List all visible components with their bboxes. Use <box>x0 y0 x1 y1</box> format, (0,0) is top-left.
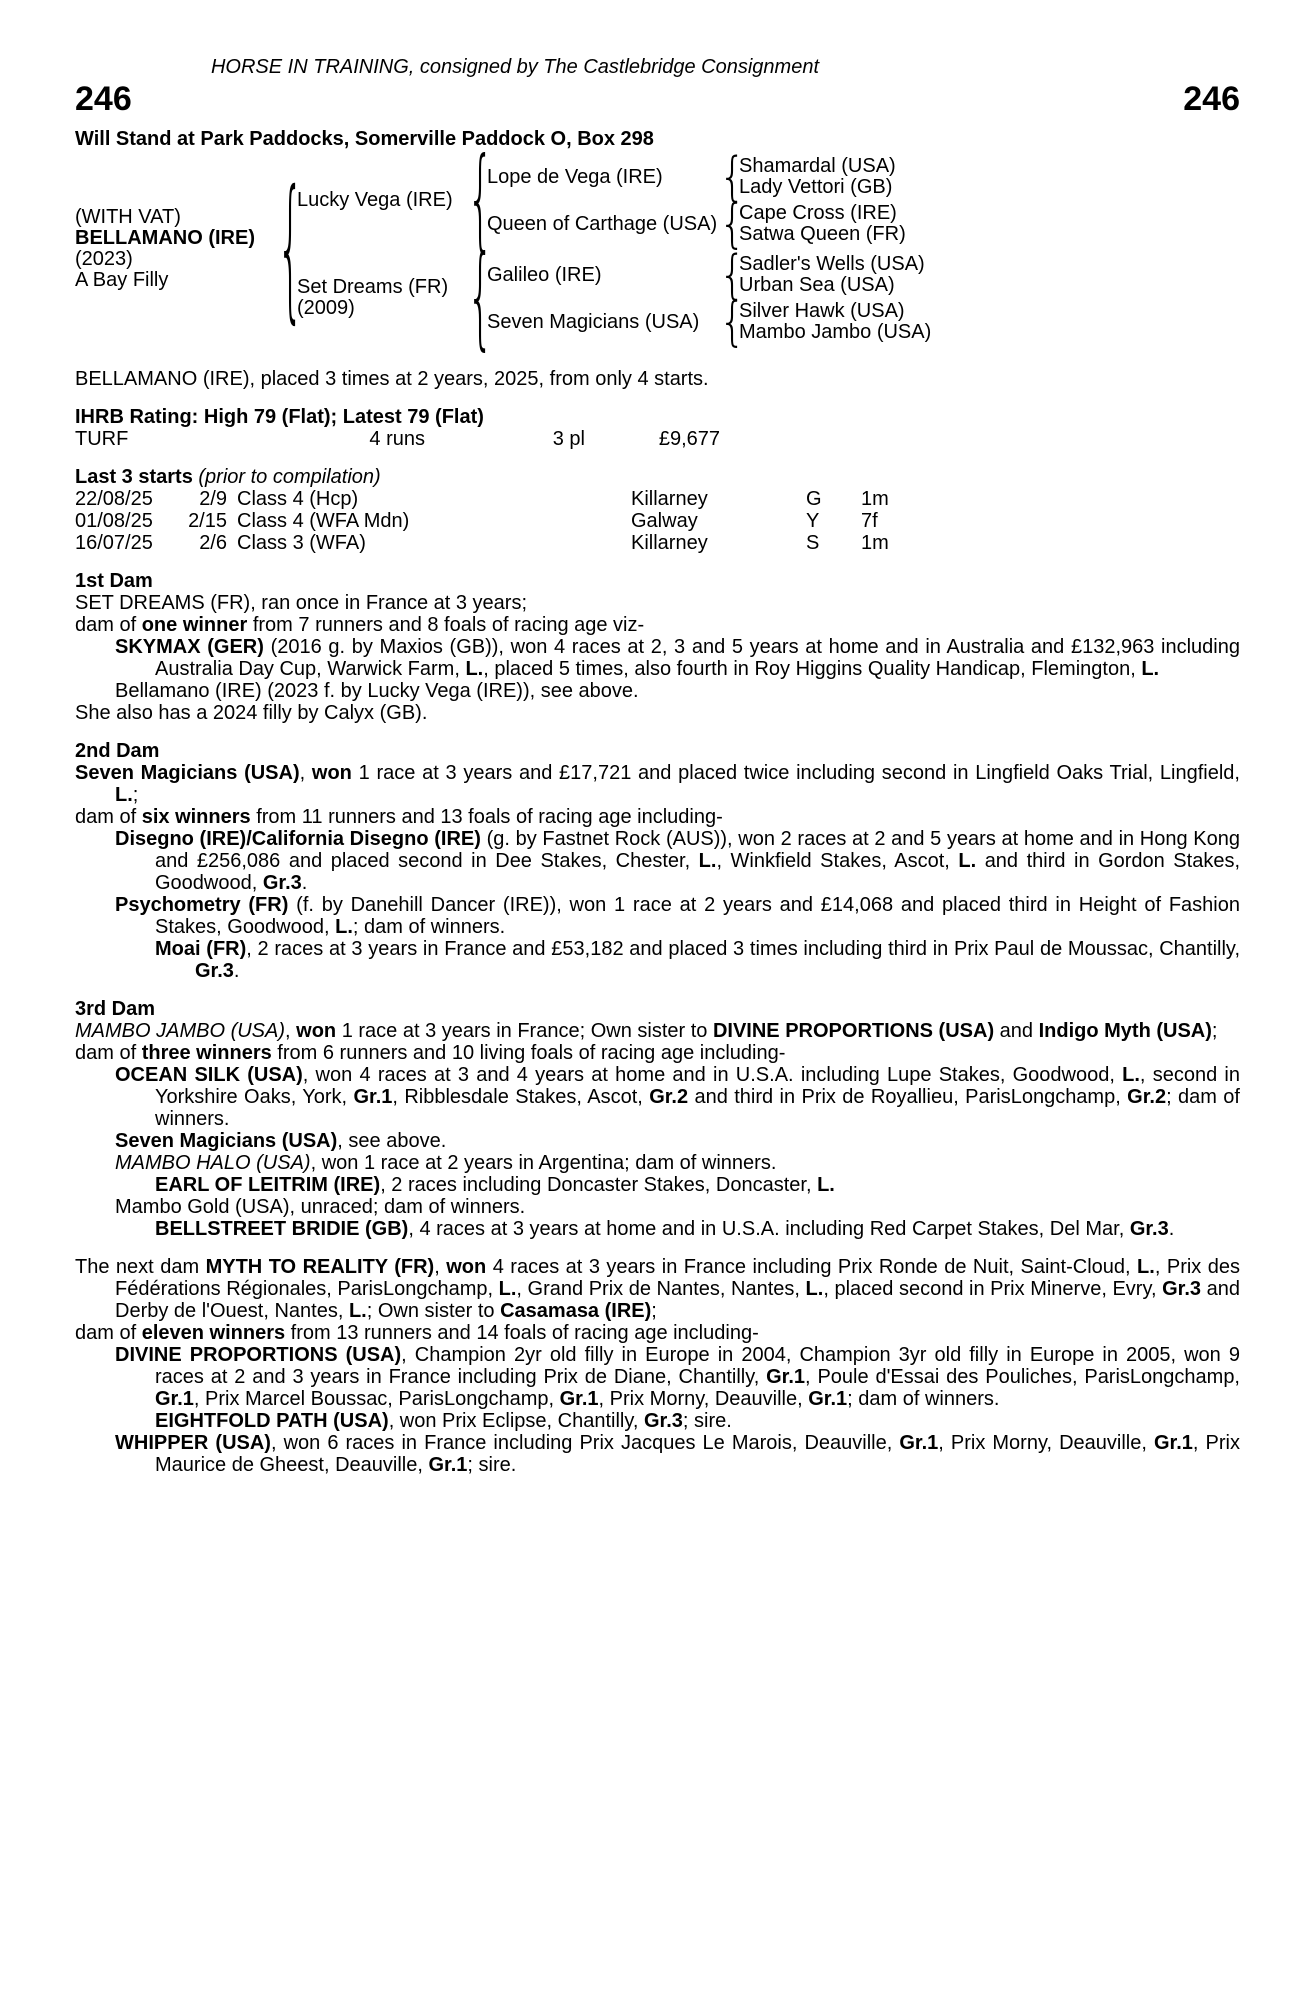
text-segment: , won 1 race at 2 years in Argentina; dam of winners. <box>310 1152 777 1174</box>
text-segment: three winners <box>141 1042 272 1064</box>
pedigree-paragraph <box>75 1322 1240 1344</box>
text-segment: OCEAN SILK (USA) <box>115 1064 303 1086</box>
text-segment: Bellamano (IRE) (2023 f. by Lucky Vega (IRE)), see above. <box>115 680 639 702</box>
text-segment: Psychometry (FR) <box>115 894 289 916</box>
gen3-name: Sadler's Wells (USA) <box>739 253 925 275</box>
pedigree-paragraph <box>115 894 1240 938</box>
text-segment: six winners <box>141 806 251 828</box>
lot-number-right: 246 <box>1183 80 1240 118</box>
section-heading: 3rd Dam <box>75 998 156 1020</box>
text-segment: L. <box>348 1300 367 1322</box>
gen2-brace-icon: { <box>719 145 746 207</box>
text-segment: , Poule d'Essai des Pouliches, ParisLongchamp, <box>805 1366 1240 1388</box>
stand-location-line: Will Stand at Park Paddocks, Somerville Paddock O, Box 298 <box>75 128 654 150</box>
text-segment: , <box>285 1020 297 1042</box>
text-segment: ; dam of winners. <box>847 1388 1000 1410</box>
text-segment: MYTH TO REALITY (FR) <box>205 1256 435 1278</box>
pedigree-paragraph <box>75 806 1240 828</box>
gen2-name: Galileo (IRE) <box>487 263 602 286</box>
text-segment: Gr.1 <box>428 1454 468 1476</box>
pedigree-paragraph <box>155 1410 1240 1432</box>
race-row <box>75 532 1240 554</box>
text-segment: ; <box>132 784 139 806</box>
text-segment: ; sire. <box>682 1410 732 1432</box>
text-segment: L. <box>1141 658 1160 680</box>
text-segment: (g. by Fastnet Rock (AUS)), won 2 races at 2 and 5 years at home and in Hong Kong and £256,086 and placed second in Dee Stakes, Chester, <box>155 828 1240 872</box>
text-segment: Disegno (IRE)/California Disegno (IRE) <box>115 828 481 850</box>
dam-name: Set Dreams (FR) <box>297 276 449 298</box>
text-segment: , second in Yorkshire Oaks, York, <box>155 1064 1240 1108</box>
race-pos: 2/15 <box>188 510 227 532</box>
text-segment: DIVINE PROPORTIONS (USA) <box>712 1020 995 1042</box>
text-segment: DIVINE PROPORTIONS (USA) <box>115 1344 402 1366</box>
race-dist: 1m <box>861 488 889 510</box>
horse-description: A Bay Filly <box>75 269 169 291</box>
text-segment: Moai (FR) <box>155 938 247 960</box>
race-course: Galway <box>631 510 698 532</box>
text-segment: MAMBO HALO (USA) <box>115 1152 311 1174</box>
text-segment: , see above. <box>337 1130 447 1152</box>
pedigree-paragraph <box>75 1020 1240 1042</box>
text-segment: , won 4 races at 3 and 4 years at home and in U.S.A. including Lupe Stakes, Goodwood, <box>302 1064 1123 1086</box>
gen3-name: Satwa Queen (FR) <box>739 223 906 245</box>
text-segment: , 2 races at 3 years in France and £53,182 and placed 3 times including third in Prix Paul de Moussac, Chantilly, <box>246 938 1240 960</box>
text-segment: . <box>1168 1218 1175 1240</box>
text-segment: from 6 runners and 10 living foals of racing age including- <box>271 1042 786 1064</box>
race-course: Killarney <box>631 532 708 554</box>
text-segment: dam of <box>75 614 142 636</box>
gen2-brace-icon: { <box>719 192 746 254</box>
text-segment: , won Prix Eclipse, Chantilly, <box>388 1410 644 1432</box>
last3-heading <box>75 466 1240 488</box>
text-segment: , Champion 2yr old filly in Europe in 2004, Champion 3yr old filly in Europe in 2005, won 9 races at 2 and 3 years in France including Prix de Diane, Chantilly, <box>155 1344 1240 1388</box>
dam-section <box>75 998 1240 1240</box>
gen2-branch <box>487 290 932 352</box>
text-segment: . <box>301 872 308 894</box>
text-segment: , placed 5 times, also fourth in Roy Higgins Quality Handicap, Flemington, <box>483 658 1142 680</box>
text-segment: Gr.3 <box>643 1410 683 1432</box>
section-heading: 1st Dam <box>75 570 153 592</box>
text-segment: and Derby de l'Ouest, Nantes, <box>115 1278 1240 1322</box>
consignor-line: HORSE IN TRAINING, consigned by The Castlebridge Consignment <box>210 56 820 78</box>
text-segment: Casamasa (IRE) <box>500 1300 652 1322</box>
gen2-branch <box>487 192 906 254</box>
text-segment: Gr.3 <box>1162 1278 1202 1300</box>
text-segment: 1 race at 3 years in France; Own sister to <box>336 1020 713 1042</box>
text-segment: ; <box>651 1300 657 1322</box>
pedigree-paragraph <box>115 1130 1240 1152</box>
text-segment: L. <box>817 1174 835 1196</box>
pedigree-paragraph <box>75 702 1240 724</box>
text-segment: L. <box>805 1278 824 1300</box>
text-segment: , Winkfield Stakes, Ascot, <box>716 850 959 872</box>
text-segment: , 4 races at 3 years at home and in U.S.A. including Red Carpet Stakes, Del Mar, <box>408 1218 1130 1240</box>
text-segment: , Prix Maurice de Gheest, Deauville, <box>155 1432 1240 1476</box>
pedigree-paragraph <box>155 938 1240 982</box>
text-segment: ; sire. <box>467 1454 517 1476</box>
pedigree-paragraph <box>115 1196 1240 1218</box>
gen2-branch <box>487 243 931 305</box>
text-segment: , Prix Morny, Deauville, <box>598 1388 809 1410</box>
pedigree-paragraph <box>115 1152 1240 1174</box>
placed-count: 3 pl <box>552 428 585 450</box>
dam-section <box>75 570 1240 724</box>
last3-note: (prior to compilation) <box>198 466 381 488</box>
text-segment: and third in Gordon Stakes, Goodwood, <box>155 850 1241 894</box>
text-segment: BELLSTREET BRIDIE (GB) <box>155 1218 409 1240</box>
pedigree-paragraph <box>115 1432 1240 1476</box>
pedigree-paragraph <box>115 680 1240 702</box>
text-segment: from 7 runners and 8 foals of racing age viz- <box>247 614 645 636</box>
race-going: Y <box>806 510 820 532</box>
text-segment: , <box>434 1256 447 1278</box>
rating-line: IHRB Rating: High 79 (Flat); Latest 79 (Flat) <box>75 406 484 428</box>
text-segment: and <box>994 1020 1039 1042</box>
pedigree-paragraph <box>75 592 1240 614</box>
race-row <box>75 488 1240 510</box>
text-segment: Indigo Myth (USA) <box>1038 1020 1212 1042</box>
race-cls: Class 4 (WFA Mdn) <box>237 510 410 532</box>
text-segment: and third in Prix de Royallieu, ParisLongchamp, <box>688 1086 1128 1108</box>
pedigree-paragraph <box>155 1174 1240 1196</box>
text-segment: Seven Magicians (USA) <box>75 762 300 784</box>
text-segment: Gr.1 <box>899 1432 939 1454</box>
race-summary: BELLAMANO (IRE), placed 3 times at 2 years, 2025, from only 4 starts. <box>75 368 709 390</box>
race-cls: Class 4 (Hcp) <box>237 488 359 510</box>
text-segment: dam of <box>75 1322 142 1344</box>
pedigree-paragraph <box>75 762 1240 806</box>
text-segment: , 2 races including Doncaster Stakes, Doncaster, <box>380 1174 818 1196</box>
text-segment: (f. by Danehill Dancer (IRE)), won 1 race at 2 years and £14,068 and placed third in Height of Fashion Stakes, Goodwood, <box>155 894 1240 938</box>
pedigree-paragraph <box>115 828 1240 894</box>
gen3-name: Shamardal (USA) <box>739 155 896 177</box>
text-segment: won <box>311 762 352 784</box>
text-segment: L. <box>1137 1256 1155 1278</box>
gen2-name: Queen of Carthage (USA) <box>487 212 718 235</box>
vat-note: (WITH VAT) <box>75 206 181 228</box>
gen3-name: Mambo Jambo (USA) <box>739 321 932 343</box>
text-segment: 1 race at 3 years and £17,721 and placed twice including second in Lingfield Oaks Trial, Lingfield, <box>351 762 1240 784</box>
text-segment: L. <box>498 1278 517 1300</box>
text-segment: Gr.1 <box>559 1388 599 1410</box>
surface-record-row <box>75 428 1240 450</box>
horse-identity <box>75 207 277 291</box>
dam-year: (2009) <box>297 297 355 319</box>
sire-name: Lucky Vega (IRE) <box>297 188 453 211</box>
text-segment: dam of <box>75 806 142 828</box>
race-date: 22/08/25 <box>75 488 153 510</box>
gen3-name: Urban Sea (USA) <box>739 274 895 296</box>
last3-rows <box>75 488 1240 554</box>
text-segment: She also has a 2024 filly by Calyx (GB). <box>75 702 428 724</box>
race-going: G <box>806 488 822 510</box>
earnings-amount: £9,677 <box>658 428 720 450</box>
gen2-brace-icon: { <box>719 290 746 352</box>
dam-sections <box>75 570 1240 1476</box>
horse-name: BELLAMANO (IRE) <box>75 227 255 249</box>
gen1-brace-icon: { <box>277 156 304 338</box>
text-segment: Gr.1 <box>1154 1432 1193 1454</box>
text-segment: Gr.1 <box>353 1086 393 1108</box>
lot-row <box>75 80 1240 118</box>
text-segment: The next dam <box>75 1256 206 1278</box>
text-segment: Seven Magicians (USA) <box>115 1130 338 1152</box>
race-date: 16/07/25 <box>75 532 153 554</box>
section-heading: 2nd Dam <box>75 740 160 762</box>
text-segment: Gr.2 <box>649 1086 689 1108</box>
runs-count: 4 runs <box>369 428 425 450</box>
text-segment: (2016 g. by Maxios (GB)), won 4 races at 2, 3 and 5 years at home and in Australia and £132,963 including Australia Day Cup, Warwick Farm, <box>155 636 1240 680</box>
text-segment: ; <box>1211 1020 1218 1042</box>
pedigree-paragraph <box>75 1042 1240 1064</box>
text-segment: WHIPPER (USA) <box>115 1432 271 1454</box>
pedigree-paragraph <box>115 1344 1240 1410</box>
text-segment: L. <box>465 658 484 680</box>
dam-section <box>75 740 1240 982</box>
text-segment: from 11 runners and 13 foals of racing age including- <box>250 806 723 828</box>
last3-title: Last 3 starts <box>75 466 199 488</box>
race-pos: 2/9 <box>199 488 227 510</box>
text-segment: ; Own sister to <box>366 1300 501 1322</box>
text-segment: Gr.3 <box>1129 1218 1169 1240</box>
text-segment: dam of <box>75 1042 142 1064</box>
text-segment: . <box>233 960 240 982</box>
foaling-year: (2023) <box>75 248 133 270</box>
text-segment: won <box>296 1020 337 1042</box>
race-going: S <box>806 532 820 554</box>
text-segment: won <box>446 1256 487 1278</box>
text-segment: one winner <box>141 614 248 636</box>
lot-number-left: 246 <box>75 80 132 118</box>
text-segment: , Prix des Fédérations Régionales, ParisLongchamp, <box>115 1256 1241 1300</box>
text-segment: EIGHTFOLD PATH (USA) <box>155 1410 389 1432</box>
text-segment: Gr.1 <box>155 1388 194 1410</box>
gen2-name: Seven Magicians (USA) <box>487 310 700 333</box>
gen3-name: Lady Vettori (GB) <box>739 176 893 198</box>
text-segment: ; dam of winners. <box>352 916 506 938</box>
pedigree-paragraph <box>75 1256 1240 1322</box>
text-segment: L. <box>115 784 133 806</box>
text-segment: , won 6 races in France including Prix Jacques Le Marois, Deauville, <box>270 1432 900 1454</box>
text-segment: Gr.3 <box>195 960 234 982</box>
text-segment: SKYMAX (GER) <box>115 636 264 658</box>
dam-brace-icon: { <box>467 231 494 362</box>
text-segment: Gr.1 <box>766 1366 806 1388</box>
race-pos: 2/6 <box>199 532 227 554</box>
race-dist: 7f <box>861 510 878 532</box>
gen2-branch <box>487 145 906 207</box>
gen2-brace-icon: { <box>719 243 746 305</box>
text-segment: L. <box>958 850 977 872</box>
text-segment: , <box>299 762 312 784</box>
text-segment: 4 races at 3 years in France including Prix Ronde de Nuit, Saint-Cloud, <box>486 1256 1138 1278</box>
surface-label: TURF <box>75 428 129 450</box>
race-cls: Class 3 (WFA) <box>237 532 366 554</box>
race-dist: 1m <box>861 532 889 554</box>
text-segment: , Grand Prix de Nantes, Nantes, <box>516 1278 806 1300</box>
text-segment: Gr.2 <box>1127 1086 1167 1108</box>
text-segment: , placed second in Prix Minerve, Evry, <box>823 1278 1163 1300</box>
text-segment: from 13 runners and 14 foals of racing age including- <box>285 1322 759 1344</box>
text-segment: , Ribblesdale Stakes, Ascot, <box>392 1086 650 1108</box>
text-segment: L. <box>1122 1064 1140 1086</box>
gen2-name: Lope de Vega (IRE) <box>487 165 663 188</box>
pedigree-paragraph <box>115 1064 1240 1130</box>
pedigree-paragraph <box>155 1218 1240 1240</box>
text-segment: Gr.1 <box>808 1388 848 1410</box>
pedigree-generations <box>297 133 932 362</box>
gen3-name: Cape Cross (IRE) <box>739 202 897 224</box>
pedigree-paragraph <box>75 614 1240 636</box>
dam-section <box>75 1256 1240 1476</box>
text-segment: Gr.3 <box>262 872 302 894</box>
text-segment: eleven winners <box>141 1322 286 1344</box>
text-segment: ; dam of winners. <box>155 1086 1240 1130</box>
text-segment: L. <box>335 916 353 938</box>
text-segment: L. <box>698 850 717 872</box>
text-segment: MAMBO JAMBO (USA) <box>75 1020 286 1042</box>
dam-name-block <box>297 277 467 319</box>
text-segment: SET DREAMS (FR), ran once in France at 3 years; <box>75 592 528 614</box>
sire-brace-icon: { <box>467 133 494 264</box>
race-row <box>75 510 1240 532</box>
race-course: Killarney <box>631 488 708 510</box>
gen3-name: Silver Hawk (USA) <box>739 300 905 322</box>
text-segment: , Prix Morny, Deauville, <box>938 1432 1154 1454</box>
text-segment: Mambo Gold (USA), unraced; dam of winners. <box>115 1196 526 1218</box>
text-segment: , Prix Marcel Boussac, ParisLongchamp, <box>193 1388 560 1410</box>
text-segment: EARL OF LEITRIM (IRE) <box>155 1174 381 1196</box>
pedigree-paragraph <box>115 636 1240 680</box>
race-date: 01/08/25 <box>75 510 153 532</box>
